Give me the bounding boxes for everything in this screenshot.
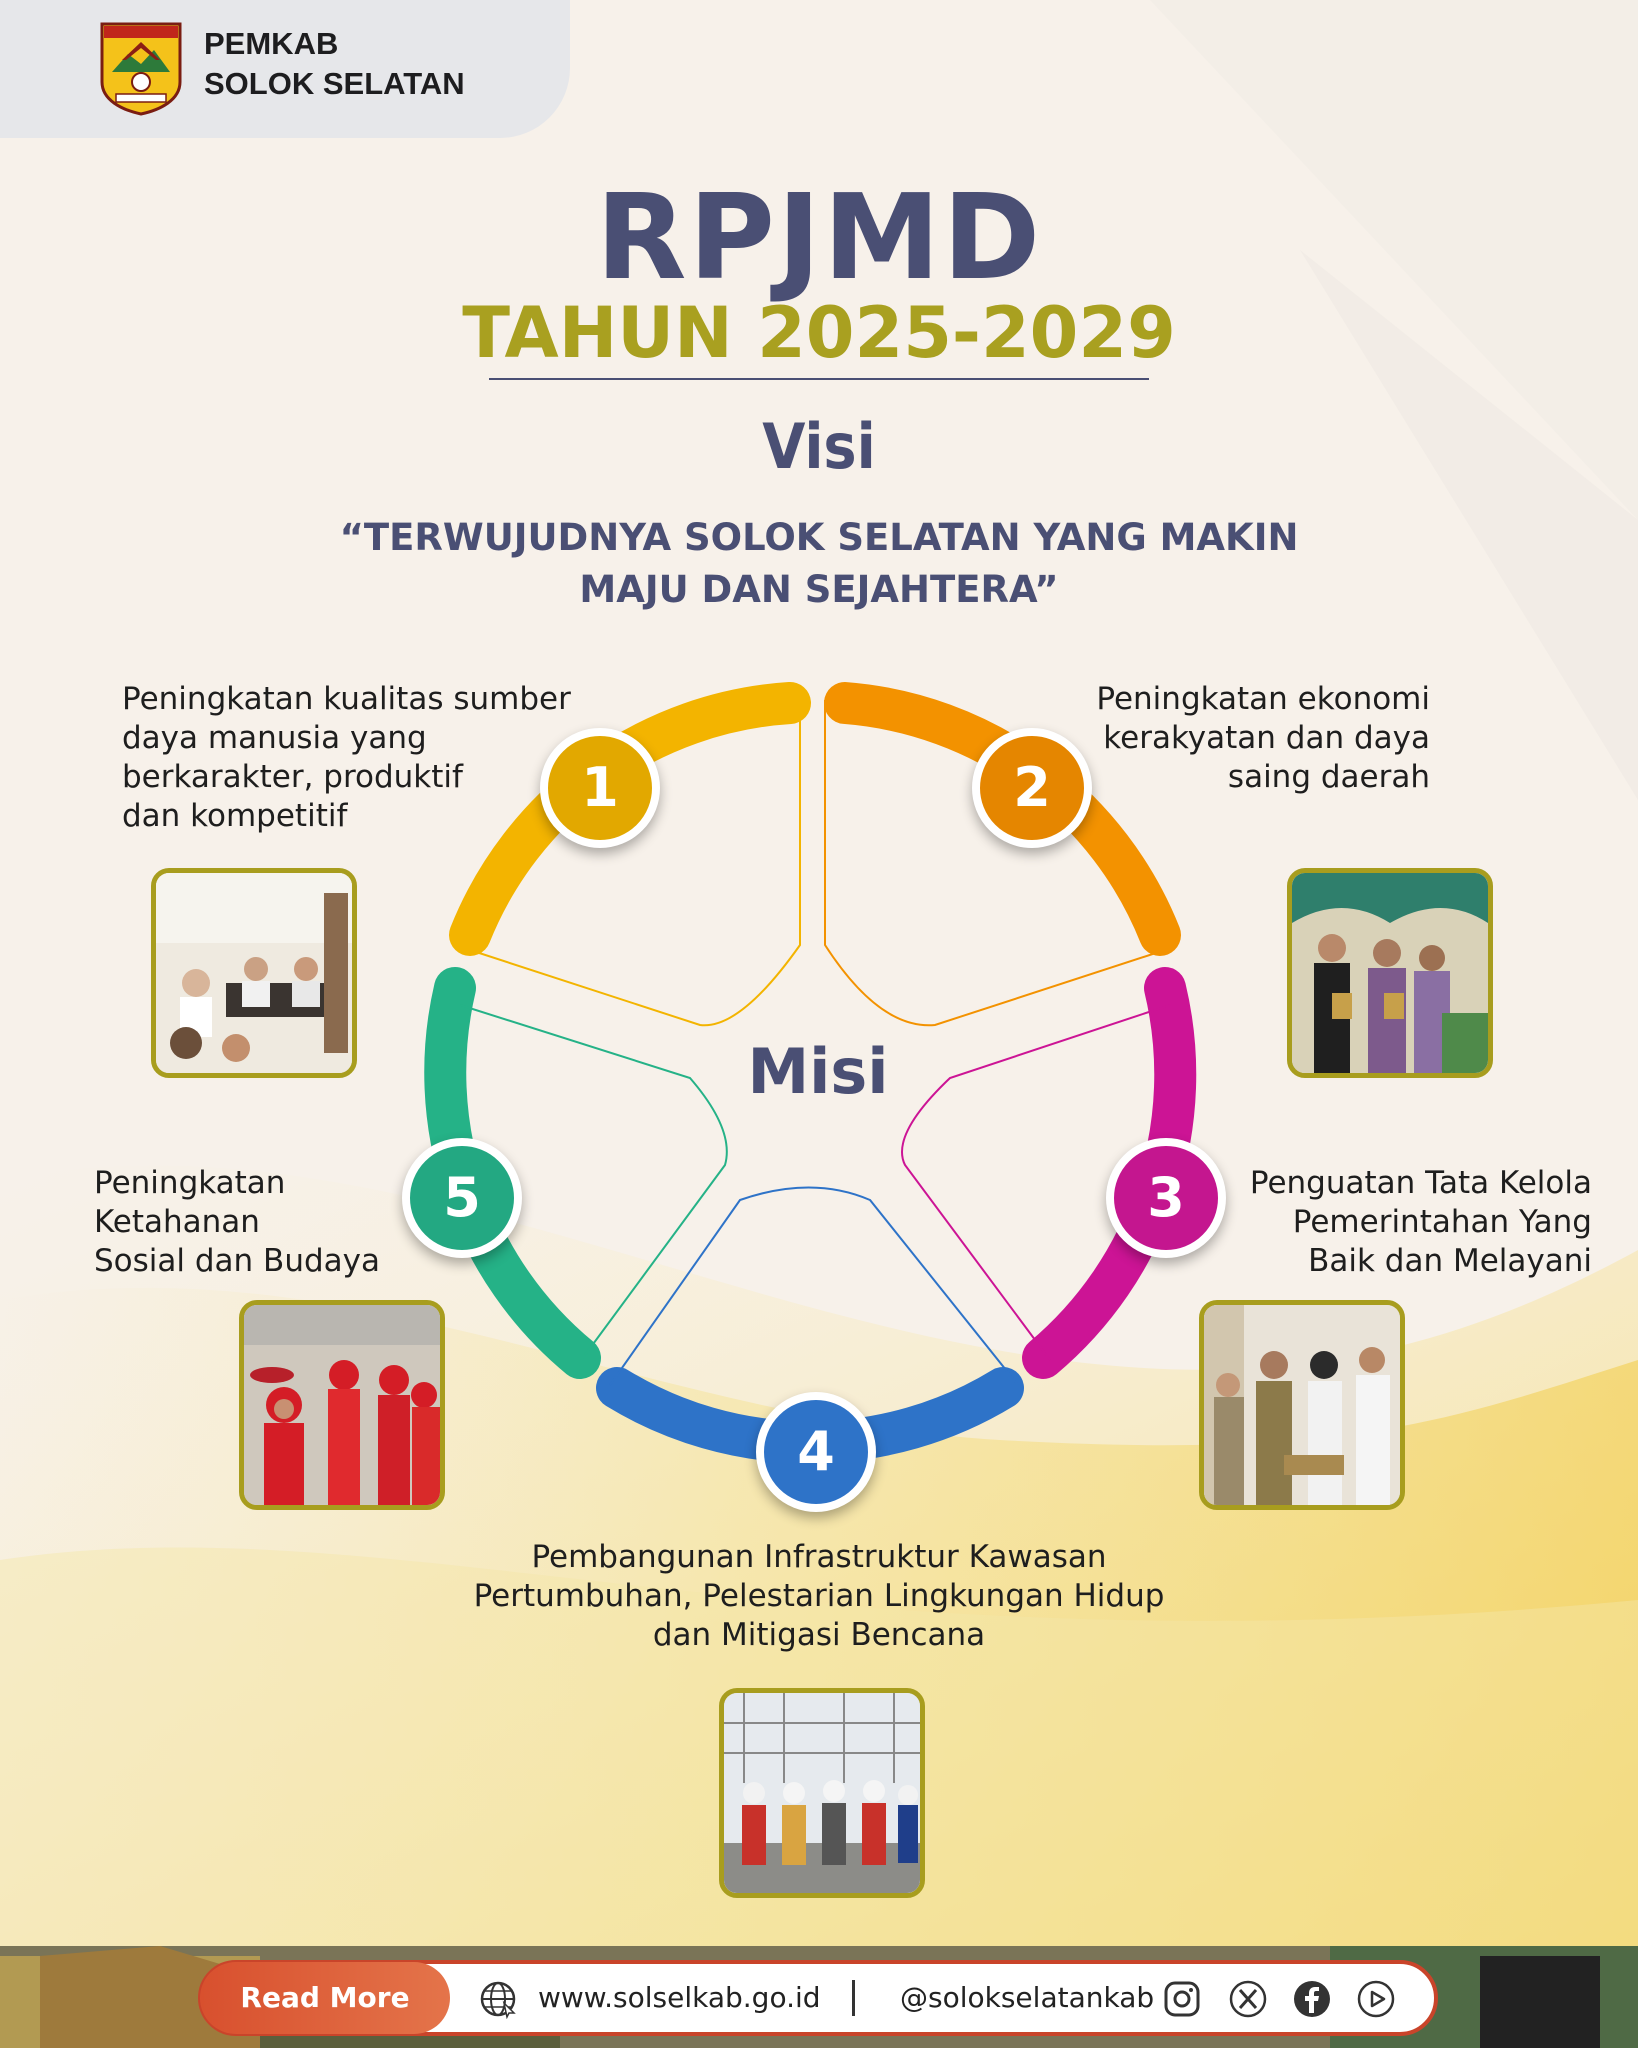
mission-3-line-3: Baik dan Melayani — [1308, 1243, 1592, 1279]
mission-1-photo — [151, 868, 357, 1078]
wedge-outline-4 — [610, 1188, 1018, 1386]
social-handle[interactable]: @solokselatankab — [900, 1981, 1155, 2014]
mission-2-photo — [1287, 868, 1493, 1078]
mission-2-line-1: Peningkatan ekonomi — [1096, 681, 1430, 717]
read-more-button[interactable]: Read More — [200, 1962, 450, 2034]
mission-3-text — [1192, 1164, 1592, 1281]
mission-5-line-2: Ketahanan — [94, 1204, 260, 1240]
vision-line-1: “TERWUJUDNYA SOLOK SELATAN YANG MAKIN — [339, 516, 1299, 559]
mission-5-line-1: Peningkatan — [94, 1165, 286, 1201]
vision-line-2: MAJU DAN SEJAHTERA” — [579, 568, 1059, 611]
mission-4-text — [419, 1538, 1219, 1655]
page-title: RPJMD — [595, 168, 1043, 306]
mission-2-text — [1030, 680, 1430, 797]
mission-4-line-1: Pembangunan Infrastruktur Kawasan — [531, 1539, 1107, 1575]
globe-icon — [478, 1979, 518, 2019]
mission-3-number: 3 — [1106, 1138, 1226, 1258]
x-icon[interactable] — [1228, 1979, 1268, 2019]
mission-3-photo — [1199, 1300, 1405, 1510]
mission-5-number: 5 — [402, 1138, 522, 1258]
mission-1-line-2: daya manusia yang — [122, 720, 427, 756]
mission-1-line-1: Peningkatan kualitas sumber — [122, 681, 571, 717]
mission-5-photo — [239, 1300, 445, 1510]
mission-4-line-3: dan Mitigasi Bencana — [652, 1617, 986, 1653]
period-subtitle: TAHUN 2025-2029 — [462, 292, 1176, 374]
visi-heading: Visi — [762, 410, 876, 483]
website-link[interactable]: www.solselkab.go.id — [538, 1981, 821, 2014]
facebook-icon[interactable] — [1292, 1979, 1332, 2019]
org-line-2: SOLOK SELATAN — [204, 66, 465, 101]
org-line-1: PEMKAB — [204, 26, 339, 61]
instagram-icon[interactable] — [1162, 1979, 1202, 2019]
youtube-icon[interactable] — [1356, 1979, 1396, 2019]
footer-separator — [852, 1980, 855, 2016]
misi-label: Misi — [747, 1035, 889, 1108]
mission-2-line-3: saing daerah — [1227, 759, 1430, 795]
mission-1-number: 1 — [540, 728, 660, 848]
mission-2-line-2: kerakyatan dan daya — [1103, 720, 1430, 756]
mission-4-number: 4 — [756, 1392, 876, 1512]
mission-5-line-3: Sosial dan Budaya — [94, 1243, 380, 1279]
mission-1-line-4: dan kompetitif — [122, 798, 348, 834]
mission-4-line-2: Pertumbuhan, Pelestarian Lingkungan Hidup — [473, 1578, 1165, 1614]
mission-1-line-3: berkarakter, produktif — [122, 759, 463, 795]
mission-3-line-2: Pemerintahan Yang — [1292, 1204, 1592, 1240]
mission-3-line-1: Penguatan Tata Kelola — [1249, 1165, 1592, 1201]
mission-4-photo — [719, 1688, 925, 1898]
mission-5-text — [94, 1164, 380, 1281]
mission-1-text — [122, 680, 571, 836]
mission-2-number: 2 — [972, 728, 1092, 848]
